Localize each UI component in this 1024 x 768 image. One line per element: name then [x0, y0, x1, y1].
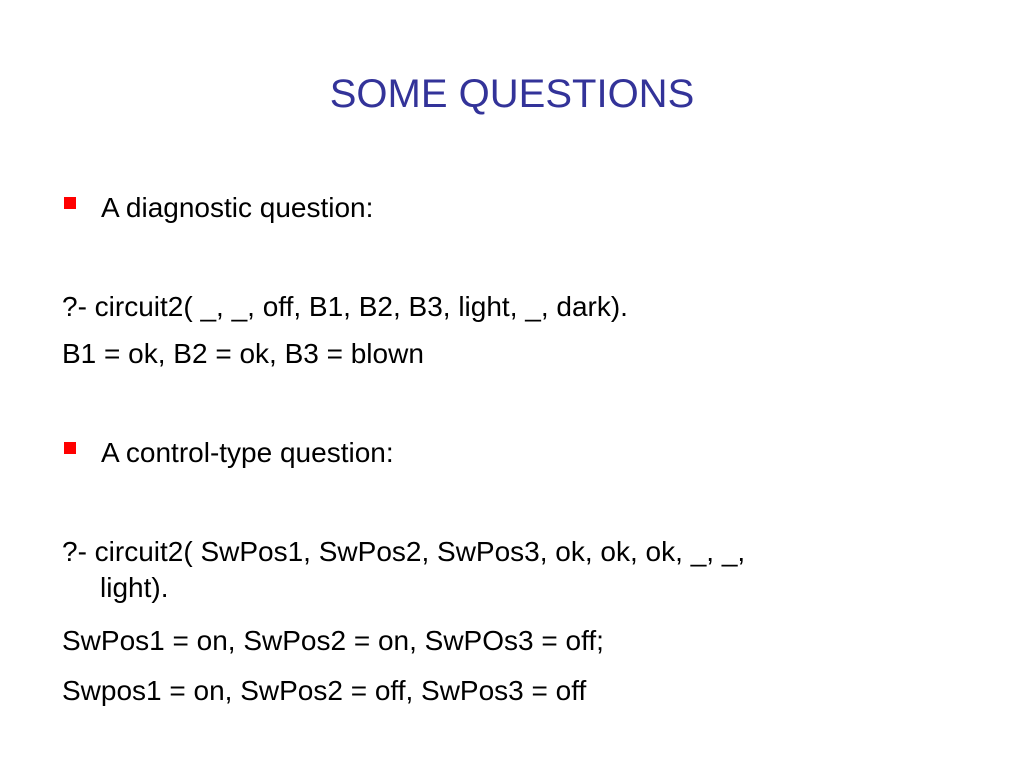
- answer-line: B1 = ok, B2 = ok, B3 = blown: [62, 338, 424, 369]
- bullet-text: A diagnostic question:: [101, 192, 374, 223]
- query-line-wrapped: [62, 534, 932, 606]
- bullet-item-diagnostic: [0, 191, 1024, 225]
- answer-line: Swpos1 = on, SwPos2 = off, SwPos3 = off: [62, 675, 587, 706]
- slide-title: SOME QUESTIONS: [329, 72, 695, 116]
- bullet-item-control-type: [0, 436, 1024, 470]
- query-line: ?- circuit2( _, _, off, B1, B2, B3, light, _, dark).: [62, 291, 628, 322]
- square-bullet-icon: [64, 197, 76, 209]
- bullet-text: A control-type question:: [101, 437, 394, 468]
- square-bullet-icon: [64, 442, 76, 454]
- query-line-part-2: light).: [100, 572, 169, 603]
- answer-line: SwPos1 = on, SwPos2 = on, SwPOs3 = off;: [62, 625, 604, 656]
- query-line-part-1: ?- circuit2( SwPos1, SwPos2, SwPos3, ok, ok, ok, _, _,: [62, 536, 746, 567]
